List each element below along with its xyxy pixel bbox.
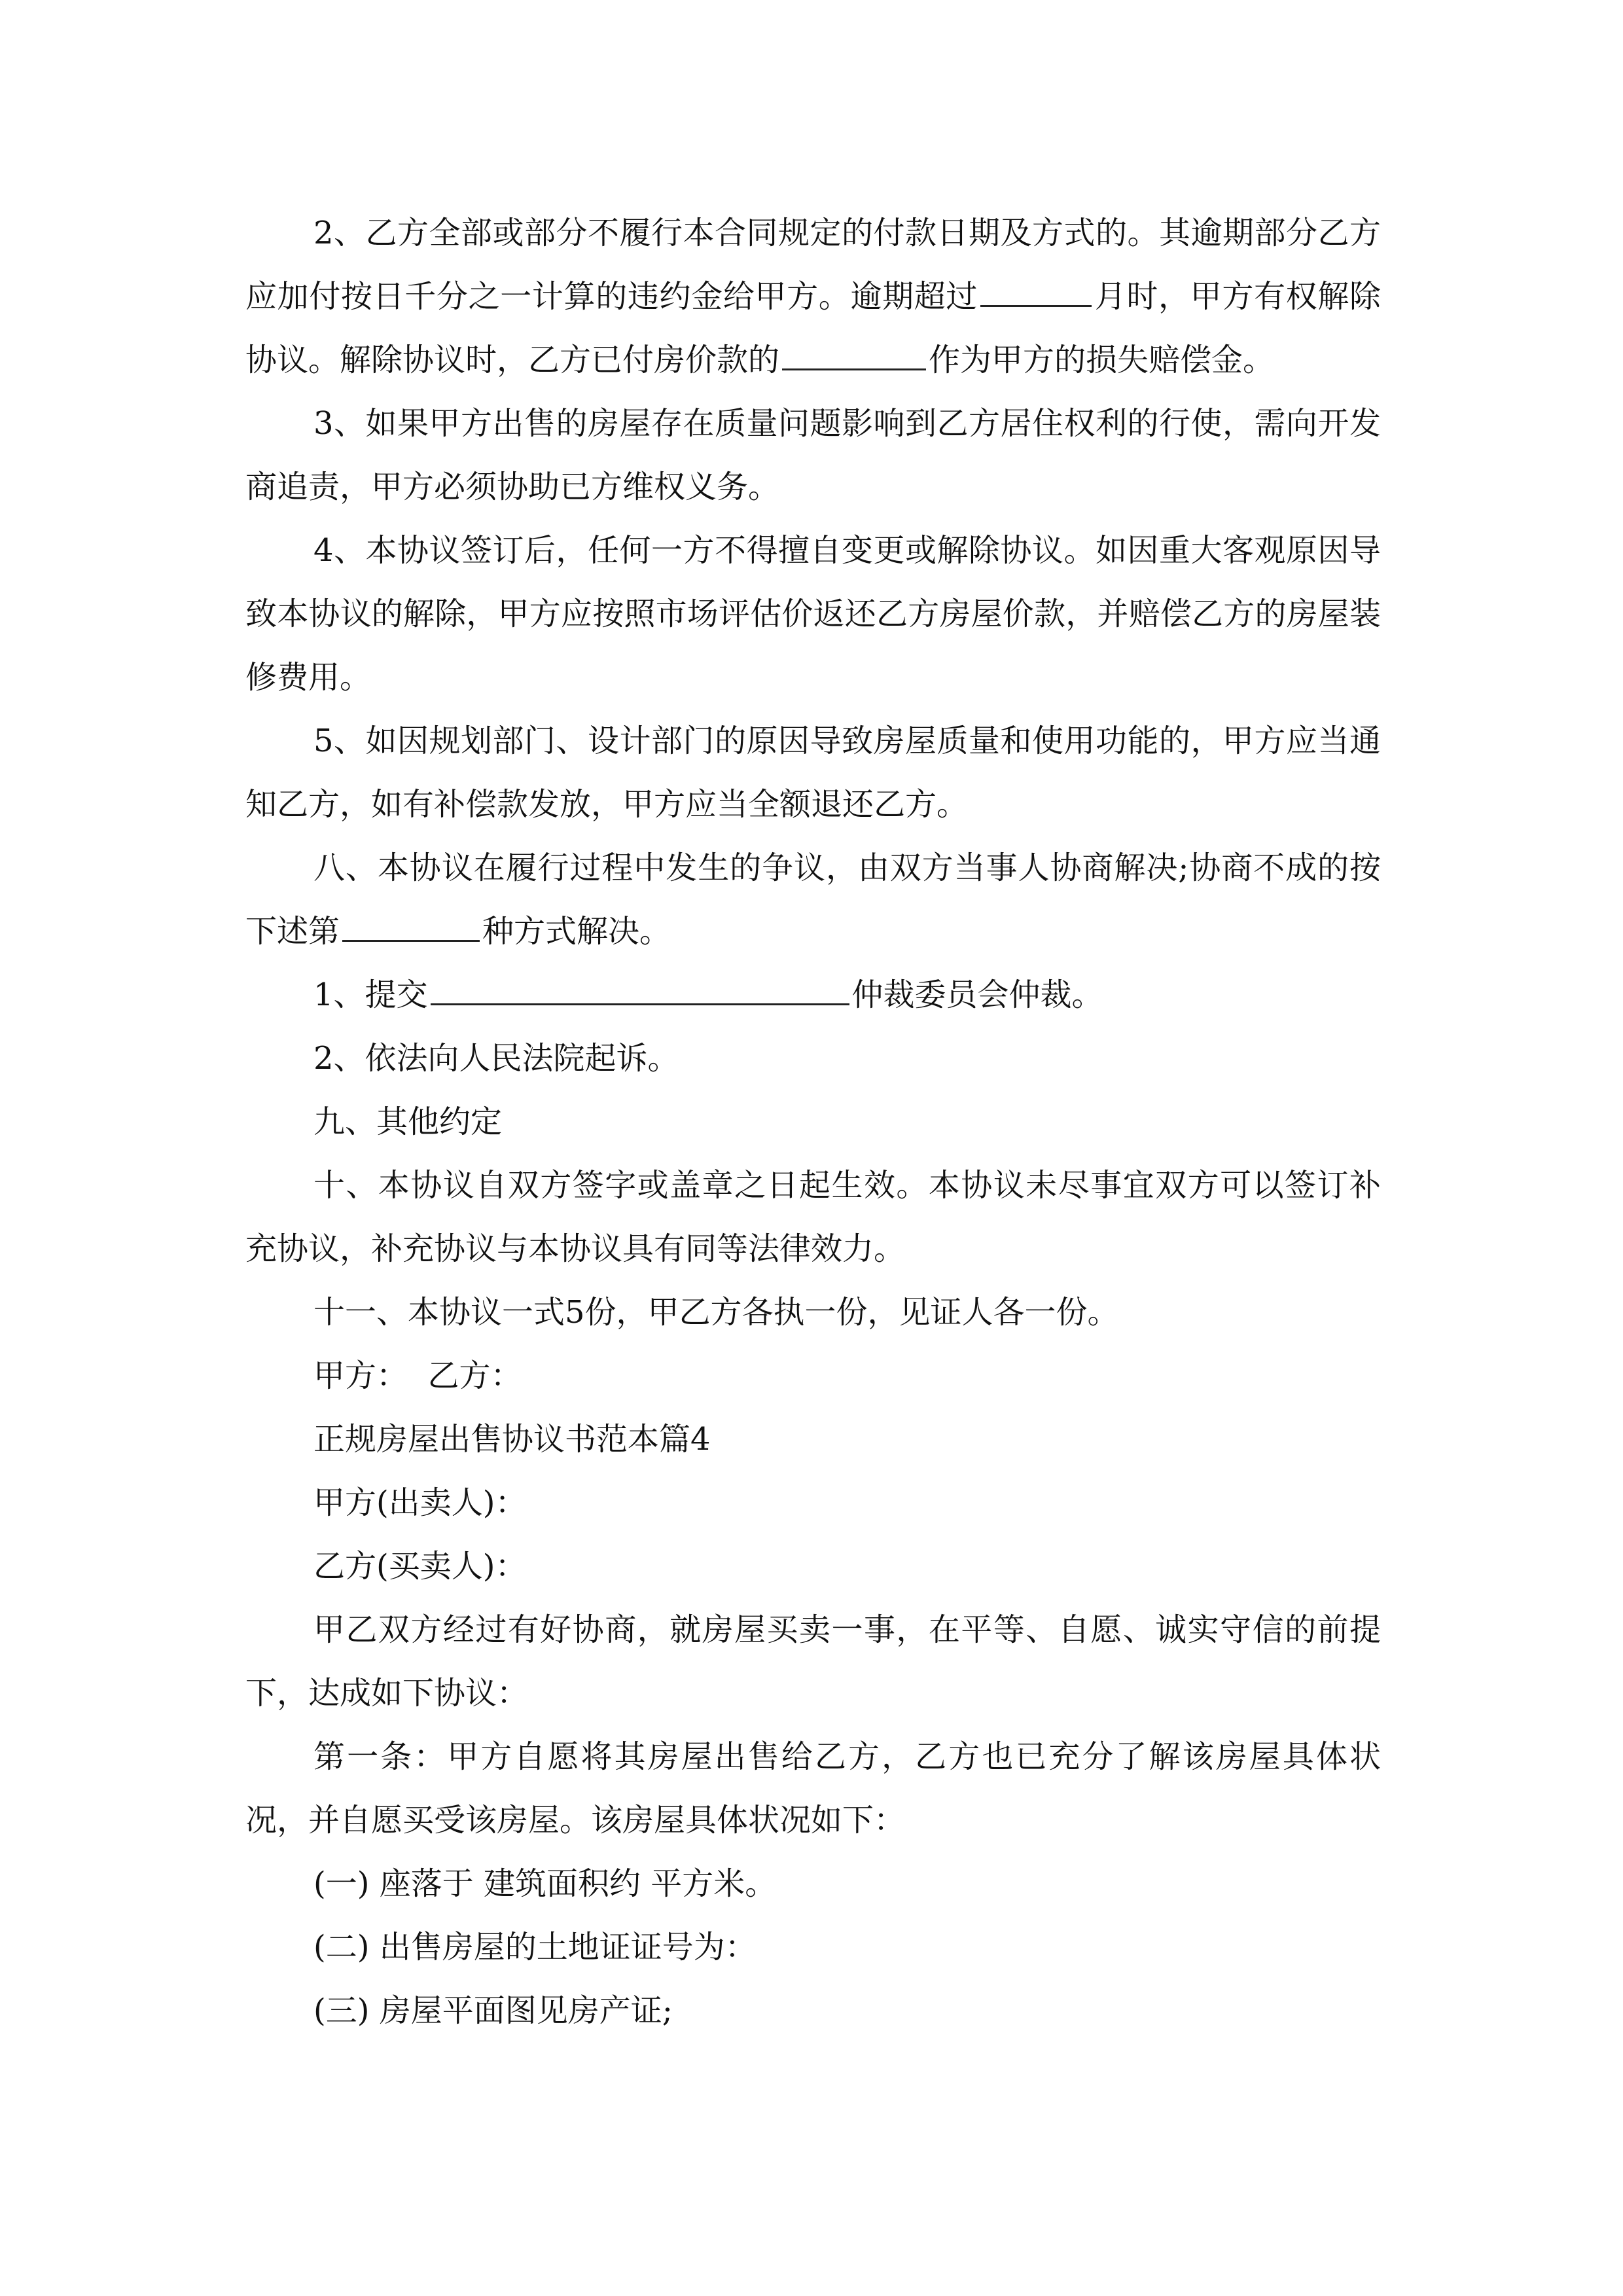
paragraph-lawsuit: 2、依法向人民法院起诉。	[313, 1040, 679, 1077]
paragraph-preamble: 甲乙双方经过有好协商，就房屋买卖一事，在平等、自愿、诚实守信的前提下，达成如下协议：	[245, 1611, 1381, 1712]
paragraph-quality-issue: 3、如果甲方出售的房屋存在质量问题影响到乙方居住权利的行使，需向开发商追责，甲方必须协助已方维权义务。	[245, 405, 1381, 505]
paragraph-party-b: 乙方(买卖人)：	[313, 1548, 527, 1585]
blank-method-field[interactable]	[342, 908, 480, 942]
paragraph-payment-default: 2、乙方全部或部分不履行本合同规定的付款日期及方式的。其逾期部分乙方应加付按日千分之一计算的违约金给甲方。逾期超过 月时，甲方有权解除协议。解除协议时，乙方已付房价款的 作为甲方的损失赔偿金。	[245, 215, 1381, 378]
section-title: 正规房屋出售协议书范本篇4	[313, 1421, 711, 1458]
paragraph-location: (一) 座落于 建筑面积约 平方米。	[313, 1865, 777, 1902]
paragraph-no-change: 4、本协议签订后，任何一方不得擅自变更或解除协议。如因重大客观原因导致本协议的解除，甲方应按照市场评估价返还乙方房屋价款，并赔偿乙方的房屋装修费用。	[245, 532, 1381, 696]
paragraph-arbitration: 1、提交 仲裁委员会仲裁。	[245, 963, 1381, 1027]
blank-arbitration-field[interactable]	[431, 972, 849, 1005]
paragraph-dispute: 八、本协议在履行过程中发生的争议，由双方当事人协商解决;协商不成的按下述第 种方式解决。	[245, 850, 1381, 950]
paragraph-other-terms: 九、其他约定	[313, 1103, 503, 1140]
paragraph-floor-plan: (三) 房屋平面图见房产证;	[313, 1992, 673, 2029]
blank-months-field[interactable]	[980, 274, 1092, 307]
document-body	[245, 202, 1381, 2043]
blank-compensation-field[interactable]	[782, 337, 926, 370]
paragraph-planning-dept: 5、如因规划部门、设计部门的原因导致房屋质量和使用功能的，甲方应当通知乙方，如有补偿款发放，甲方应当全额退还乙方。	[245, 723, 1381, 823]
paragraph-signatures: 甲方： 乙方：	[313, 1357, 522, 1394]
paragraph-effective: 十、本协议自双方签字或盖章之日起生效。本协议未尽事宜双方可以签订补充协议，补充协议与本协议具有同等法律效力。	[245, 1167, 1381, 1267]
paragraph-copies: 十一、本协议一式5份，甲乙方各执一份，见证人各一份。	[313, 1294, 1119, 1331]
paragraph-land-cert: (二) 出售房屋的土地证证号为：	[313, 1929, 757, 1965]
paragraph-party-a: 甲方(出卖人)：	[313, 1484, 527, 1521]
paragraph-article-one: 第一条：甲方自愿将其房屋出售给乙方，乙方也已充分了解该房屋具体状况，并自愿买受该房屋。该房屋具体状况如下：	[245, 1738, 1381, 1839]
